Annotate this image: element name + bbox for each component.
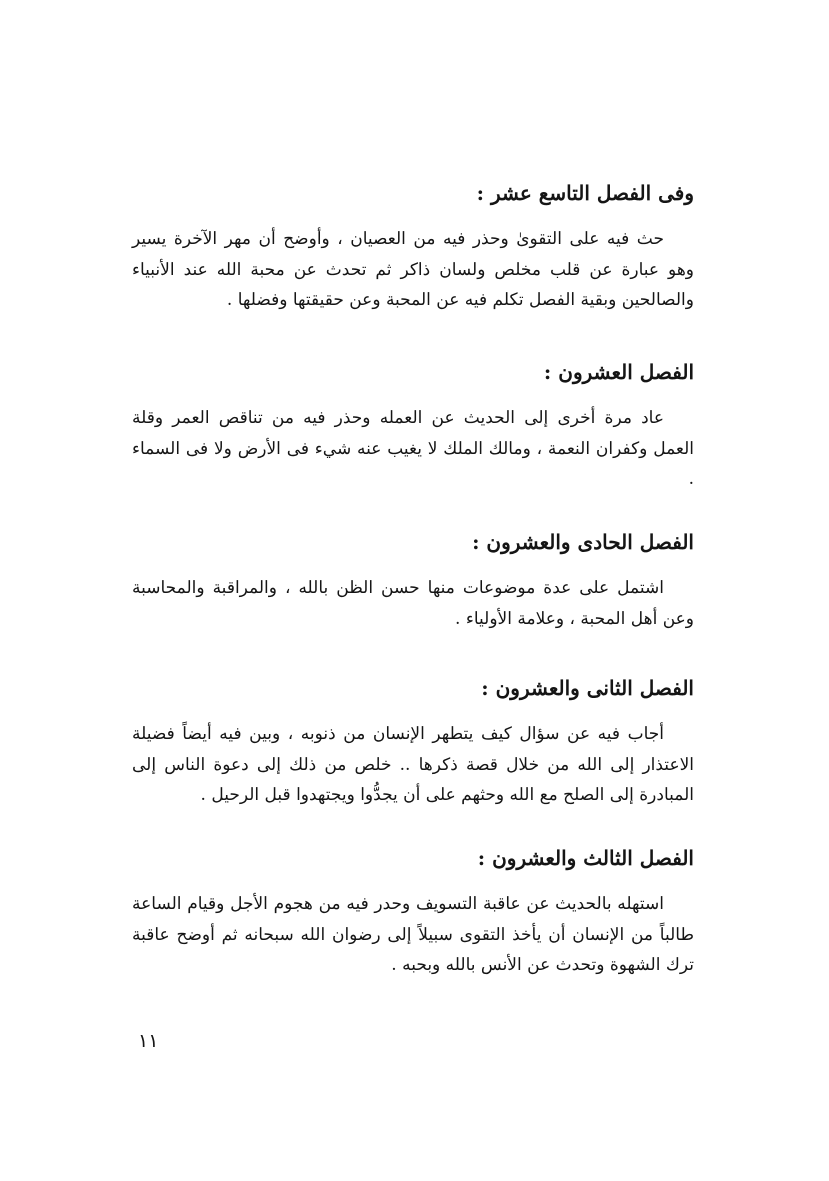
chapter-23-heading: الفصل الثالث والعشرون : [477, 846, 694, 870]
chapter-21-paragraph: اشتمل على عدة موضوعات منها حسن الظن بالله ، والمراقبة والمحاسبة وعن أهل المحبة ، وعلامة الأولياء . [132, 578, 694, 629]
chapter-21-section [132, 527, 694, 634]
chapter-22-section [132, 673, 694, 811]
chapter-19-heading: وفى الفصل التاسع عشر : [476, 181, 694, 205]
chapter-23-section [132, 843, 694, 981]
chapter-20-section [132, 357, 694, 495]
chapter-20-heading: الفصل العشرون : [543, 360, 694, 384]
chapter-23-paragraph: استهله بالحديث عن عاقبة التسويف وحدر فيه من هجوم الأجل وقيام الساعة طالباً من الإنسان أن يأخذ التقوى سبيلاً إلى رضوان الله سبحانه ثم أوضح عاقبة ترك الشهوة وتحدث عن الأنس بالله وبحبه . [132, 894, 694, 975]
chapter-21-heading: الفصل الحادى والعشرون : [472, 530, 694, 554]
book-page [132, 0, 694, 1181]
chapter-20-paragraph: عاد مرة أخرى إلى الحديث عن العمله وحذر فيه من تناقص العمر وقلة العمل وكفران النعمة ، ومالك الملك لا يغيب عنه شيء فى الأرض ولا فى السماء . [132, 408, 694, 489]
chapter-22-paragraph: أجاب فيه عن سؤال كيف يتطهر الإنسان من ذنوبه ، وبين فيه أيضاً فضيلة الاعتذار إلى الله من خلال قصة ذكرها .. خلص من ذلك إلى دعوة الناس إلى المبادرة إلى الصلح مع الله وحثهم على أن يجدُّوا ويجتهدوا قبل الرحيل . [132, 724, 694, 805]
chapter-19-paragraph: حث فيه على التقوىٰ وحذر فيه من العصيان ، وأوضح أن مهر الآخرة يسير وهو عبارة عن قلب مخلص ولسان ذاكر ثم تحدث عن محبة الله عند الأنبياء والصالحين وبقية الفصل تكلم فيه عن المحبة وعن حقيقتها وفضلها . [132, 229, 694, 310]
chapter-19-section [132, 178, 694, 316]
page-number: ١١ [138, 1030, 159, 1052]
chapter-22-heading: الفصل الثانى والعشرون : [481, 676, 694, 700]
